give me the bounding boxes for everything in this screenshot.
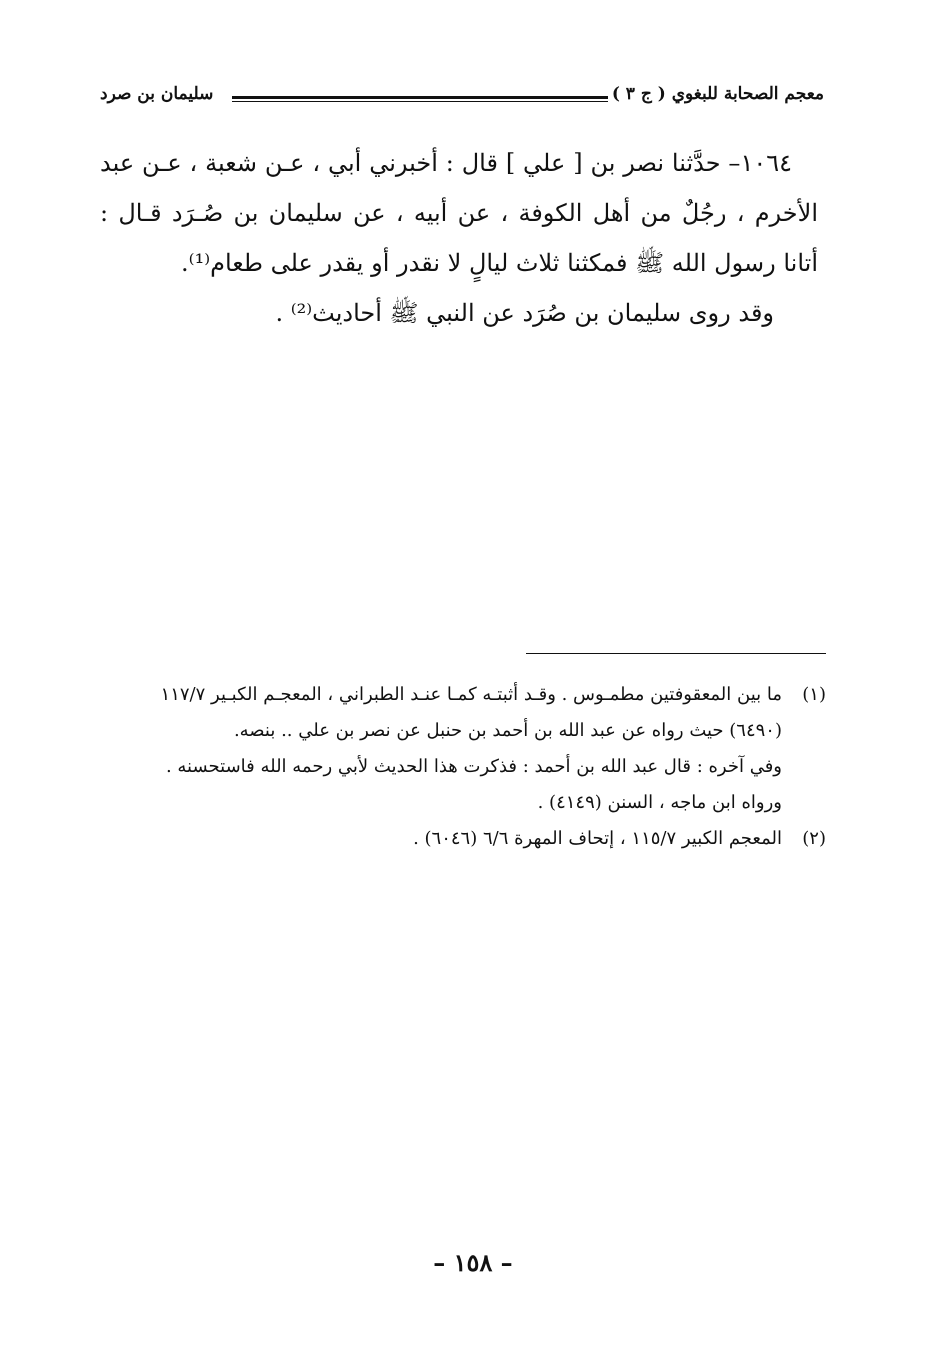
closing-paragraph: وقد روى سليمان بن صُرَد عن النبي ﷺ أحاديث⁽²⁾ . (275, 299, 774, 327)
footnote-line: وفي آخره : قال عبد الله بن أحمد : فذكرت هذا الحديث لأبي رحمه الله فاستحسنه . (165, 756, 782, 777)
header-rule (232, 96, 608, 102)
footnote-2 (124, 821, 826, 857)
footnote-number: (٢) (802, 828, 826, 849)
footnote-line: ورواه ابن ماجه ، السنن (٤١٤٩) . (537, 792, 782, 813)
header-book-title: معجم الصحابة للبغوي ( ج ٣ ) (611, 84, 824, 104)
footnote-line: المعجم الكبير ١١٥/٧ ، إتحاف المهرة ٦/٦ (٦٠٤٦) . (413, 828, 782, 849)
page-number: – ١٥٨ – (433, 1248, 513, 1277)
footnote-1 (124, 677, 826, 821)
main-text (100, 138, 818, 338)
footnote-line: ما بين المعقوفتين مطمـوس . وقـد أثبتـه كمـا عنـد الطبراني ، المعجـم الكبـير ١١٧/٧ (160, 684, 782, 705)
footnote-line: (٦٤٩٠) حيث رواه عن عبد الله بن أحمد بن حنبل عن نصر بن علي .. بنصه. (233, 720, 782, 741)
hadith-paragraph: ١٠٦٤– حدَّثنا نصر بن [ علي ] قال : أخبرني أبي ، عـن شعبة ، عـن عبد الأخرم ، رجُلٌ من أهل الكوفة ، عن أبيه ، عن سليمان بن صُـرَد قـال : أتانا رسول الله ﷺ فمكثنا ثلاث ليالٍ لا نقدر أو يقدر على طعام⁽¹⁾. (100, 149, 818, 277)
footnotes (124, 677, 826, 857)
footnote-separator (526, 653, 826, 654)
running-header (100, 84, 824, 114)
footnote-number: (١) (802, 684, 826, 705)
header-chapter-title: سليمان بن صرد (100, 84, 214, 104)
